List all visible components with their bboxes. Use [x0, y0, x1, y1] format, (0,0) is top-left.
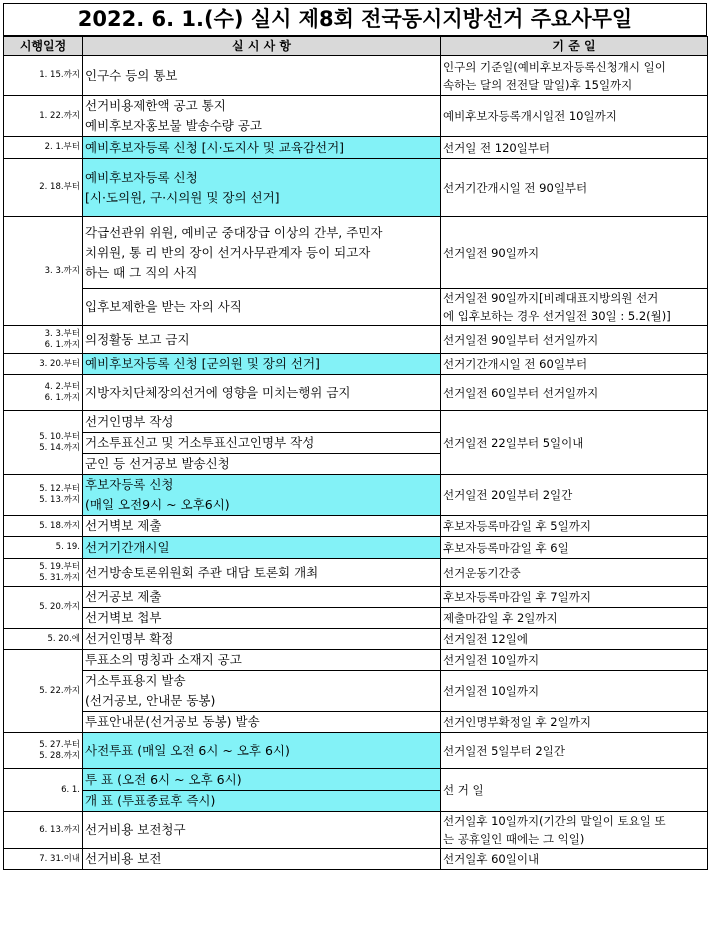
schedule-item-line: 예비후보자홍보물 발송수량 공고: [85, 118, 262, 133]
schedule-item-line: 선거비용제한액 공고 통지: [85, 98, 226, 113]
schedule-item-line: 투표소의 명칭과 소재지 공고: [85, 652, 242, 667]
schedule-item-line: 선거기간개시일: [85, 539, 170, 555]
schedule-date: [4, 475, 83, 516]
schedule-body: [4, 56, 708, 870]
schedule-item-line: 선거인명부 작성: [85, 413, 174, 429]
schedule-item-line: 선거벽보 제출: [85, 518, 162, 533]
schedule-date: [4, 375, 83, 411]
schedule-sheet: [3, 3, 707, 870]
table-row: [4, 608, 708, 629]
schedule-basis: [441, 733, 708, 769]
schedule-item-line: 개 표 (투표종료후 즉시): [85, 793, 216, 808]
schedule-date: [4, 217, 83, 326]
table-row: [4, 159, 708, 217]
schedule-basis-line: 는 공휴일인 때에는 그 익일): [443, 832, 585, 846]
schedule-basis: [441, 712, 708, 733]
schedule-date-line: 1. 15.까지: [39, 70, 80, 80]
schedule-item-line: 선거비용 보전청구: [85, 822, 186, 837]
schedule-basis-line: 선거일전 90일까지: [443, 245, 540, 260]
schedule-basis: [441, 516, 708, 537]
schedule-basis: [441, 537, 708, 559]
schedule-date: [4, 769, 83, 812]
schedule-date: [4, 56, 83, 96]
schedule-basis: [441, 326, 708, 354]
schedule-basis-line: 속하는 달의 전전달 말일)후 15일까지: [443, 77, 633, 92]
schedule-item-line: (매일 오전9시 ~ 오후6시): [85, 497, 230, 512]
schedule-date-line: 5. 31.까지: [39, 572, 80, 583]
schedule-basis: [441, 137, 708, 159]
schedule-basis-line: 후보자등록마감일 후 6일: [443, 540, 569, 555]
schedule-item: [83, 650, 441, 671]
schedule-item: [83, 608, 441, 629]
schedule-item: [83, 56, 441, 96]
schedule-date-line: 5. 13.까지: [39, 495, 80, 505]
schedule-basis-line: 후보자등록마감일 후 5일까지: [443, 519, 591, 533]
schedule-basis-line: 후보자등록마감일 후 7일까지: [443, 590, 591, 604]
schedule-basis-line: 선거일전 22일부터 5일이내: [443, 435, 584, 450]
schedule-item-line: 투표안내문(선거공보 동봉) 발송: [85, 714, 260, 729]
schedule-item-line: 각급선관위 위원, 예비군 중대장급 이상의 간부, 주민자: [85, 224, 383, 240]
schedule-basis-line: 선거인명부확정일 후 2일까지: [443, 715, 591, 729]
schedule-date: [4, 96, 83, 137]
schedule-basis: [441, 354, 708, 375]
schedule-basis-line: 선거일전 10일까지: [443, 653, 540, 667]
schedule-item: [83, 733, 441, 769]
schedule-date: [4, 650, 83, 733]
table-row: [4, 559, 708, 587]
schedule-basis: [441, 849, 708, 870]
schedule-date-line: 6. 1.: [61, 784, 80, 795]
table-row: [4, 629, 708, 650]
schedule-date-line: 6. 1.까지: [44, 339, 80, 350]
header-date: 시행일정: [4, 37, 83, 56]
schedule-date-line: 3. 20.부터: [39, 358, 80, 369]
header-item: 실 시 사 항: [83, 37, 441, 56]
schedule-item: [83, 849, 441, 870]
schedule-item: [83, 354, 441, 375]
schedule-basis: [441, 650, 708, 671]
schedule-basis-line: 선거일전 60일부터 선거일까지: [443, 385, 599, 400]
schedule-date-line: 4. 2.부터: [44, 381, 80, 392]
schedule-date-line: 5. 20.까지: [39, 602, 80, 612]
schedule-basis-line: 선 거 일: [443, 783, 484, 797]
schedule-date: [4, 629, 83, 650]
schedule-item-line: 거소투표신고 및 거소투표신고인명부 작성: [85, 435, 315, 450]
schedule-item: [83, 587, 441, 608]
schedule-basis: [441, 375, 708, 411]
schedule-basis: [441, 812, 708, 849]
schedule-item: [83, 516, 441, 537]
table-row: [4, 354, 708, 375]
schedule-basis-line: 선거일전 20일부터 2일간: [443, 488, 573, 502]
schedule-date-line: 6. 13.까지: [39, 824, 80, 835]
schedule-item: [83, 411, 441, 433]
schedule-basis: [441, 671, 708, 712]
schedule-item: [83, 137, 441, 159]
schedule-date: [4, 137, 83, 159]
schedule-date: [4, 411, 83, 475]
schedule-basis: [441, 629, 708, 650]
schedule-item-line: 치위원, 통 리 반의 장이 선거사무관계자 등이 되고자: [85, 244, 371, 260]
schedule-item-line: 의정활동 보고 금지: [85, 331, 190, 347]
schedule-item-line: 지방자치단체장의선거에 영향을 미치는행위 금지: [85, 384, 351, 400]
table-row: [4, 375, 708, 411]
schedule-basis-line: 에 입후보하는 경우 선거일전 30일 : 5.2(월)]: [443, 309, 671, 323]
schedule-date-line: 5. 14.까지: [39, 442, 80, 453]
schedule-basis: [441, 96, 708, 137]
schedule-item: [83, 791, 441, 812]
schedule-basis: [441, 559, 708, 587]
schedule-basis: [441, 769, 708, 812]
schedule-basis-line: 선거일전 5일부터 2일간: [443, 743, 565, 758]
schedule-item: [83, 812, 441, 849]
schedule-item-line: 선거방송토론위원회 주관 대담 토론회 개최: [85, 564, 319, 580]
table-row: [4, 537, 708, 559]
schedule-basis-line: 선거기간개시일 전 60일부터: [443, 357, 588, 371]
schedule-date: [4, 849, 83, 870]
table-row: [4, 587, 708, 608]
schedule-date-line: 2. 18.부터: [39, 182, 80, 192]
schedule-basis-line: 선거일전 12일에: [443, 632, 528, 646]
schedule-basis-line: 예비후보자등록개시일전 10일까지: [443, 109, 617, 123]
schedule-date-line: 2. 1.부터: [44, 142, 80, 152]
header-basis: 기 준 일: [441, 37, 708, 56]
schedule-date: [4, 326, 83, 354]
schedule-date-line: 3. 3.까지: [44, 265, 80, 276]
table-row: [4, 326, 708, 354]
schedule-date-line: 5. 28.까지: [39, 750, 80, 761]
schedule-basis-line: 인구의 기준일(예비후보자등록신청개시 일이: [443, 59, 666, 74]
schedule-item-line: 투 표 (오전 6시 ~ 오후 6시): [85, 771, 242, 787]
schedule-item: [83, 159, 441, 217]
schedule-item-line: 군인 등 선거공보 발송신청: [85, 456, 230, 471]
schedule-item: [83, 537, 441, 559]
schedule-item: [83, 96, 441, 137]
schedule-item-line: 사전투표 (매일 오전 6시 ~ 오후 6시): [85, 742, 290, 758]
schedule-date-line: 5. 19.: [55, 542, 80, 552]
schedule-item: [83, 712, 441, 733]
schedule-date-line: 3. 3.부터: [44, 328, 80, 339]
table-row: [4, 217, 708, 289]
schedule-basis: [441, 159, 708, 217]
schedule-date: [4, 354, 83, 375]
schedule-item: [83, 454, 441, 475]
schedule-item: [83, 671, 441, 712]
table-row: [4, 769, 708, 791]
table-row: [4, 849, 708, 870]
schedule-date-line: 5. 22.까지: [39, 685, 80, 696]
table-row: [4, 516, 708, 537]
table-row: [4, 671, 708, 712]
table-row: [4, 137, 708, 159]
schedule-basis-line: 제출마감일 후 2일까지: [443, 611, 558, 625]
schedule-item: [83, 375, 441, 411]
schedule-basis: [441, 56, 708, 96]
schedule-item-line: [시·도의원, 구·시의원 및 장의 선거]: [85, 189, 280, 205]
schedule-date: [4, 537, 83, 559]
schedule-item-line: 선거벽보 첩부: [85, 610, 162, 625]
schedule-item-line: 예비후보자등록 신청 [군의원 및 장의 선거]: [85, 356, 320, 371]
schedule-item-line: 예비후보자등록 신청 [시·도지사 및 교육감선거]: [85, 139, 345, 155]
schedule-date-line: 1. 22.까지: [39, 110, 80, 121]
schedule-item-line: 인구수 등의 통보: [85, 67, 178, 83]
schedule-basis-line: 선거기간개시일 전 90일부터: [443, 180, 588, 195]
schedule-basis: [441, 608, 708, 629]
table-row: [4, 289, 708, 326]
table-row: [4, 411, 708, 433]
schedule-basis-line: 선거일전 90일까지[비례대표지방의원 선거: [443, 291, 659, 305]
schedule-date: [4, 159, 83, 217]
schedule-basis: [441, 475, 708, 516]
schedule-date-line: 5. 18.까지: [39, 520, 80, 531]
schedule-date-line: 5. 20.에: [47, 633, 80, 644]
schedule-date-line: 7. 31.이내: [39, 853, 80, 864]
schedule-date: [4, 516, 83, 537]
table-row: [4, 56, 708, 96]
schedule-date: [4, 587, 83, 629]
schedule-date-line: 5. 19.부터: [39, 561, 80, 572]
schedule-basis-line: 선거운동기간중: [443, 565, 521, 580]
schedule-basis-line: 선거일전 10일까지: [443, 684, 540, 698]
schedule-date: [4, 733, 83, 769]
schedule-basis-line: 선거일후 10일까지(기간의 말일이 토요일 또: [443, 814, 666, 828]
schedule-item-line: 거소투표용지 발송: [85, 673, 186, 688]
schedule-item: [83, 559, 441, 587]
schedule-basis: [441, 411, 708, 475]
schedule-item: [83, 769, 441, 791]
schedule-date-line: 5. 10.부터: [39, 431, 80, 442]
schedule-basis: [441, 217, 708, 289]
schedule-date: [4, 812, 83, 849]
schedule-item-line: 예비후보자등록 신청: [85, 169, 198, 185]
schedule-date-line: 5. 12.부터: [39, 484, 80, 494]
schedule-basis-line: 선거일후 60일이내: [443, 852, 540, 866]
table-row: [4, 733, 708, 769]
table-row: [4, 712, 708, 733]
schedule-date: [4, 559, 83, 587]
schedule-item-line: 선거비용 보전: [85, 851, 162, 866]
schedule-item: [83, 289, 441, 326]
schedule-basis-line: 선거일전 90일부터 선거일까지: [443, 332, 599, 347]
table-row: [4, 650, 708, 671]
schedule-item: [83, 433, 441, 454]
schedule-item-line: 후보자등록 신청: [85, 477, 174, 492]
schedule-date-line: 6. 1.까지: [44, 392, 80, 403]
table-row: [4, 812, 708, 849]
schedule-item: [83, 326, 441, 354]
table-row: [4, 475, 708, 516]
schedule-item-line: 선거인명부 확정: [85, 631, 174, 646]
table-row: [4, 96, 708, 137]
schedule-date-line: 5. 27.부터: [39, 739, 80, 750]
header-row: [4, 37, 708, 56]
schedule-item-line: 입후보제한을 받는 자의 사직: [85, 299, 242, 314]
schedule-item-line: (선거공보, 안내문 동봉): [85, 693, 216, 708]
schedule-basis: [441, 289, 708, 326]
schedule-item: [83, 475, 441, 516]
schedule-item: [83, 217, 441, 289]
schedule-basis: [441, 587, 708, 608]
schedule-table: [3, 36, 708, 870]
schedule-item-line: 하는 때 그 직의 사직: [85, 264, 198, 280]
schedule-item: [83, 629, 441, 650]
schedule-basis-line: 선거일 전 120일부터: [443, 140, 551, 155]
page-title: 2022. 6. 1.(수) 실시 제8회 전국동시지방선거 주요사무일: [3, 3, 707, 36]
schedule-item-line: 선거공보 제출: [85, 589, 162, 604]
